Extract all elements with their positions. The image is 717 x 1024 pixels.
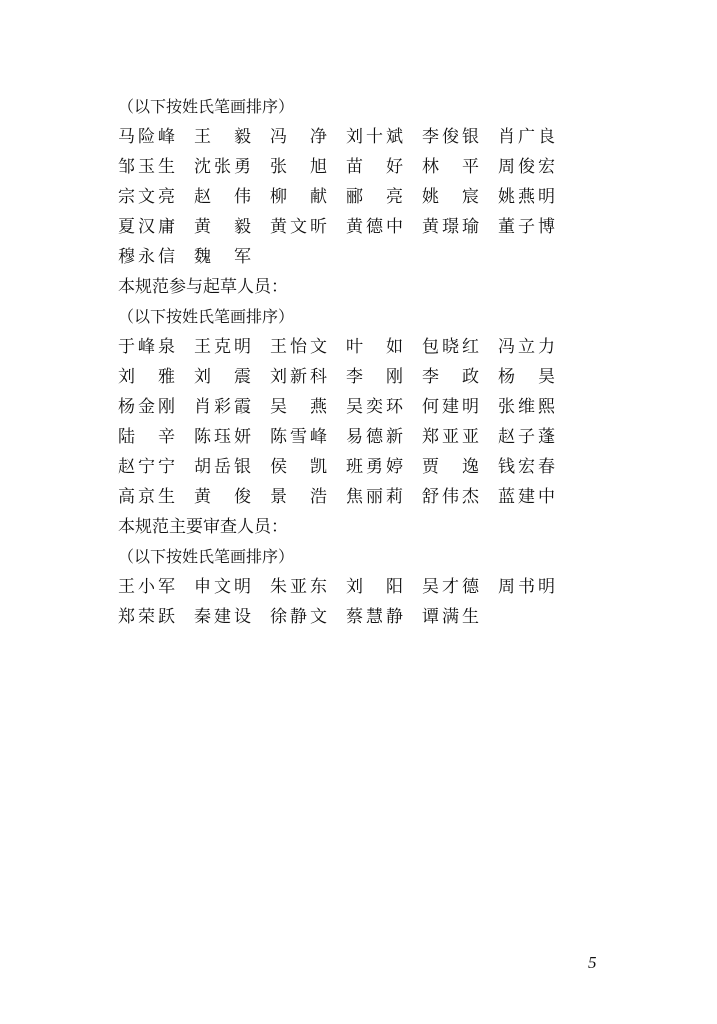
person-name: 班 勇 婷 — [346, 457, 403, 477]
person-name: 李 刚 — [346, 367, 403, 387]
person-name: 贾 逸 — [422, 457, 479, 477]
name-row — [118, 572, 598, 602]
person-name: 胡 岳 银 — [194, 457, 251, 477]
person-name: 杨 昊 — [498, 367, 555, 387]
personnel-list — [118, 92, 598, 632]
person-name: 郦 亮 — [346, 187, 403, 207]
person-name: 秦 建 设 — [194, 607, 251, 627]
person-name: 刘 阳 — [346, 577, 403, 597]
person-name: 黄 璟 瑜 — [422, 217, 479, 237]
person-name: 马 险 峰 — [118, 127, 175, 147]
person-name: 沈 张 勇 — [194, 157, 251, 177]
person-name: 吴 奕 环 — [346, 397, 403, 417]
person-name: 焦 丽 莉 — [346, 487, 403, 507]
person-name: 穆 永 信 — [118, 247, 175, 267]
person-name: 王 克 明 — [194, 337, 251, 357]
person-name: 郑 亚 亚 — [422, 427, 479, 447]
person-name: 魏 军 — [194, 247, 251, 267]
name-row — [118, 212, 598, 242]
person-name: 叶 如 — [346, 337, 403, 357]
person-name: 侯 凯 — [270, 457, 327, 477]
person-name: 赵 伟 — [194, 187, 251, 207]
person-name: 申 文 明 — [194, 577, 251, 597]
person-name: 陈 雪 峰 — [270, 427, 327, 447]
person-name: 董 子 博 — [498, 217, 555, 237]
person-name: 钱 宏 春 — [498, 457, 555, 477]
name-row — [118, 182, 598, 212]
person-name: 姚 燕 明 — [498, 187, 555, 207]
person-name: 王 怡 文 — [270, 337, 327, 357]
page-number: 5 — [588, 953, 597, 972]
person-name: 黄 德 中 — [346, 217, 403, 237]
name-row — [118, 122, 598, 152]
person-name: 张 维 熙 — [498, 397, 555, 417]
sort-note: （以下按姓氏笔画排序） — [118, 547, 295, 566]
person-name: 宗 文 亮 — [118, 187, 175, 207]
person-name: 徐 静 文 — [270, 607, 327, 627]
person-name: 易 德 新 — [346, 427, 403, 447]
name-row — [118, 482, 598, 512]
person-name: 刘 雅 — [118, 367, 175, 387]
person-name: 肖 广 良 — [498, 127, 555, 147]
person-name: 吴 燕 — [270, 397, 327, 417]
person-name: 张 旭 — [270, 157, 327, 177]
person-name: 蓝 建 中 — [498, 487, 555, 507]
person-name: 朱 亚 东 — [270, 577, 327, 597]
person-name: 蔡 慧 静 — [346, 607, 403, 627]
person-name: 黄 毅 — [194, 217, 251, 237]
name-row — [118, 152, 598, 182]
person-name: 肖 彩 霞 — [194, 397, 251, 417]
person-name: 黄 文 昕 — [270, 217, 327, 237]
person-name: 李 俊 银 — [422, 127, 479, 147]
person-name: 冯 立 力 — [498, 337, 555, 357]
name-row — [118, 452, 598, 482]
person-name: 舒 伟 杰 — [422, 487, 479, 507]
person-name: 黄 俊 — [194, 487, 251, 507]
person-name: 陆 辛 — [118, 427, 175, 447]
person-name: 谭 满 生 — [422, 607, 479, 627]
person-name: 吴 才 德 — [422, 577, 479, 597]
person-name: 郑 荣 跃 — [118, 607, 175, 627]
person-name: 赵 子 蓬 — [498, 427, 555, 447]
person-name: 高 京 生 — [118, 487, 175, 507]
person-name: 刘 新 科 — [270, 367, 327, 387]
person-name: 于 峰 泉 — [118, 337, 175, 357]
person-name: 王 毅 — [194, 127, 251, 147]
person-name: 包 晓 红 — [422, 337, 479, 357]
person-name: 景 浩 — [270, 487, 327, 507]
name-row — [118, 332, 598, 362]
name-row — [118, 392, 598, 422]
person-name: 李 政 — [422, 367, 479, 387]
person-name: 刘 十 斌 — [346, 127, 403, 147]
person-name: 邹 玉 生 — [118, 157, 175, 177]
person-name: 王 小 军 — [118, 577, 175, 597]
section-heading: 本规范主要审查人员： — [118, 517, 288, 537]
sort-note: （以下按姓氏笔画排序） — [118, 97, 295, 116]
person-name: 周 书 明 — [498, 577, 555, 597]
person-name: 刘 震 — [194, 367, 251, 387]
person-name: 柳 献 — [270, 187, 327, 207]
person-name: 夏 汉 庸 — [118, 217, 175, 237]
name-row — [118, 362, 598, 392]
section-heading: 本规范参与起草人员： — [118, 277, 288, 297]
person-name: 冯 净 — [270, 127, 327, 147]
person-name: 林 平 — [422, 157, 479, 177]
person-name: 陈 珏 妍 — [194, 427, 251, 447]
sort-note: （以下按姓氏笔画排序） — [118, 307, 295, 326]
person-name: 姚 宸 — [422, 187, 479, 207]
name-row — [118, 242, 598, 272]
person-name: 苗 好 — [346, 157, 403, 177]
person-name: 杨 金 刚 — [118, 397, 175, 417]
name-row — [118, 422, 598, 452]
person-name: 何 建 明 — [422, 397, 479, 417]
person-name: 周 俊 宏 — [498, 157, 555, 177]
name-row — [118, 602, 598, 632]
person-name: 赵 宁 宁 — [118, 457, 175, 477]
